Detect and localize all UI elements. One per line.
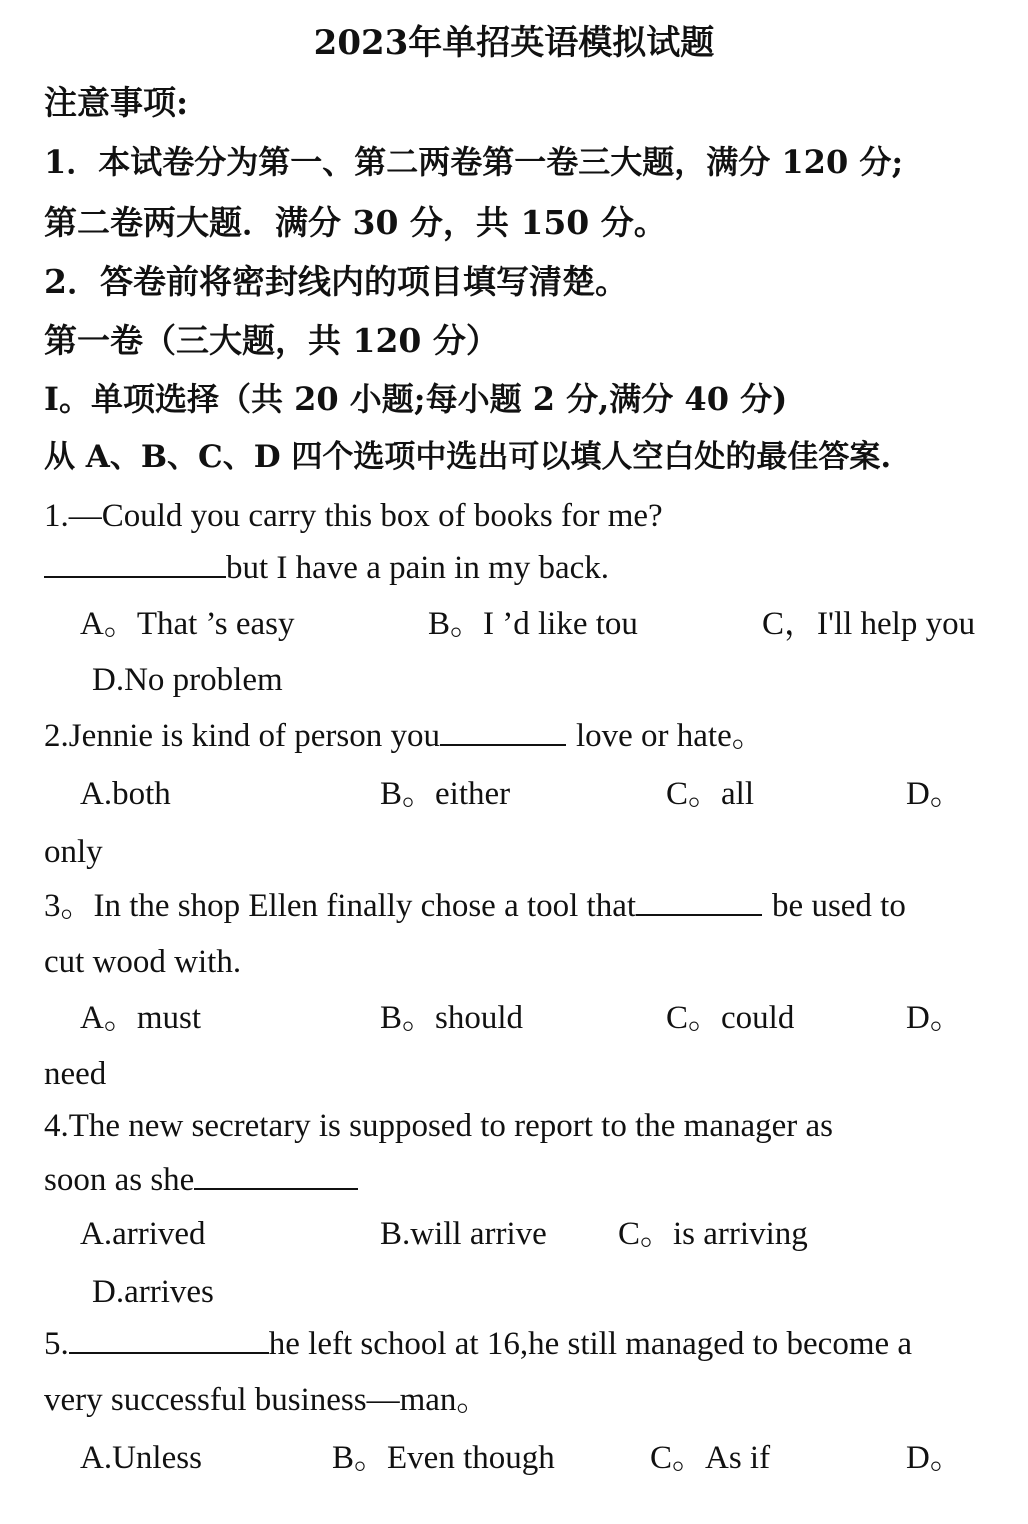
instruction: 从 A、B、C、D 四个选项中选出可以填人空白处的最佳答案. xyxy=(44,439,892,475)
question-3-option-b: B。should xyxy=(380,1000,524,1036)
question-5-option-d: D。 xyxy=(906,1440,963,1476)
answer-blank xyxy=(44,575,226,578)
question-1-option-b: B。I ’d like tou xyxy=(428,606,638,642)
question-2-stem: 2.Jennie is kind of person you love or hate。 xyxy=(44,718,765,754)
part-heading: 第一卷（三大题，共 120 分） xyxy=(44,321,499,360)
question-2-option-c: C。all xyxy=(666,776,754,812)
question-5-stem-cont: very successful business—man。 xyxy=(44,1382,490,1418)
answer-blank xyxy=(440,743,566,746)
question-4-option-d: D.arrives xyxy=(92,1274,214,1310)
answer-blank xyxy=(69,1351,269,1354)
question-3-option-d-text: need xyxy=(44,1056,107,1092)
notice-item-1b: 第二卷两大题．满分 30 分，共 150 分。 xyxy=(44,203,667,242)
question-4-stem-cont: soon as she xyxy=(44,1164,358,1197)
question-5-option-b: B。Even though xyxy=(332,1440,555,1476)
page-title: 2023年单招英语模拟试题 xyxy=(313,23,715,63)
question-4-stem: 4.The new secretary is supposed to report to the manager as xyxy=(44,1108,833,1144)
question-1-stem: 1.—Could you carry this box of books for me? xyxy=(44,498,663,534)
question-5-option-c: C。As if xyxy=(650,1440,771,1476)
question-1-option-a: A。That ’s easy xyxy=(80,606,295,642)
question-3-stem-cont: cut wood with. xyxy=(44,944,242,980)
question-2-option-d: D。 xyxy=(906,776,963,812)
question-1-option-c: C，I'll help you xyxy=(762,606,976,642)
question-4-option-a: A.arrived xyxy=(80,1216,206,1252)
answer-blank xyxy=(636,913,762,916)
question-4-option-c: C。is arriving xyxy=(618,1216,808,1252)
question-1-stem-cont: but I have a pain in my back. xyxy=(44,552,609,585)
question-5-stem: 5. he left school at 16,he still managed to become a xyxy=(44,1326,913,1362)
question-3-stem: 3。In the shop Ellen finally chose a tool that be used to xyxy=(44,888,906,924)
notice-heading: 注意事项: xyxy=(44,83,189,122)
notice-item-1a: 1．本试卷分为第一、第二两卷第一卷三大题，满分 120 分; xyxy=(44,143,904,181)
question-2-option-b: B。either xyxy=(380,776,511,812)
section-heading: I。单项选择（共 20 小题;每小题 2 分,满分 40 分) xyxy=(44,380,788,418)
answer-blank xyxy=(194,1187,358,1190)
question-5-option-a: A.Unless xyxy=(80,1440,202,1476)
question-1-option-d: D.No problem xyxy=(92,662,283,698)
question-2-option-a: A.both xyxy=(80,776,171,812)
question-4-option-b: B.will arrive xyxy=(380,1216,547,1252)
notice-item-2: 2．答卷前将密封线内的项目填写清楚。 xyxy=(44,262,628,301)
question-3-option-d: D。 xyxy=(906,1000,963,1036)
question-3-option-a: A。must xyxy=(80,1000,202,1036)
question-3-option-c: C。could xyxy=(666,1000,795,1036)
question-2-option-d-text: only xyxy=(44,834,103,870)
